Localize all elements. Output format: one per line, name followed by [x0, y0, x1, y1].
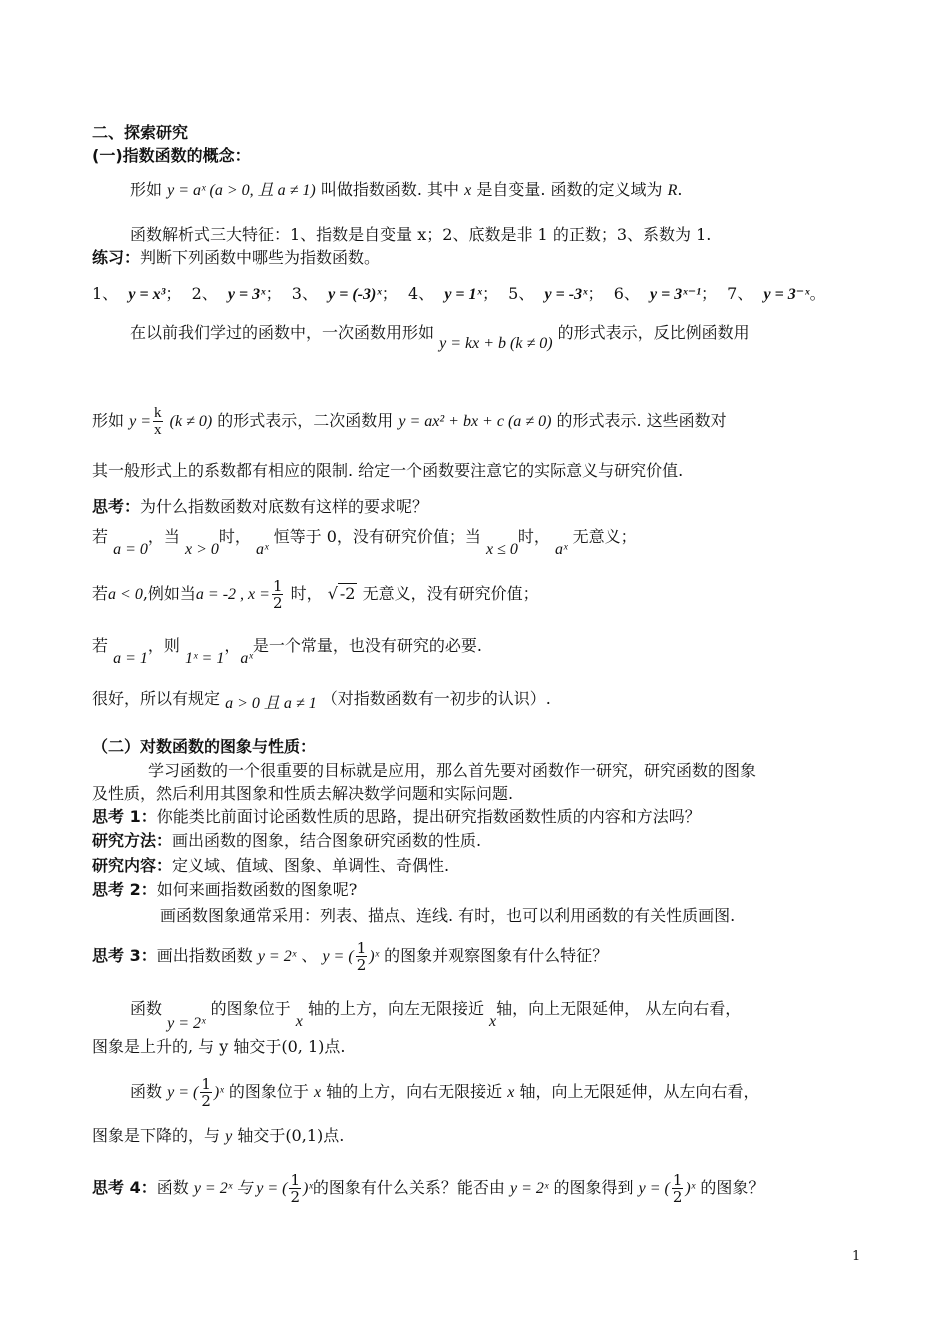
formula: )ˣ: [213, 1084, 224, 1101]
text: 轴交于(0,1)点.: [237, 1126, 345, 1145]
text: 为什么指数函数对底数有这样的要求呢？: [140, 497, 429, 516]
text: 的图象得到: [553, 1178, 634, 1197]
formula: y = (: [322, 948, 354, 965]
text: 很好，所以有规定: [92, 689, 221, 708]
formula: x: [295, 1013, 303, 1030]
text: 函数: [130, 999, 163, 1018]
formula: x: [489, 1013, 497, 1030]
text: 时，: [218, 527, 251, 546]
formula: aˣ: [555, 541, 568, 558]
formula: x: [507, 1084, 515, 1101]
text: 的图象并观察图象有什么特征？: [384, 946, 609, 965]
denominator: 2: [201, 1092, 211, 1110]
conclusion-line: [92, 688, 551, 711]
exercise-list: [92, 283, 826, 306]
formula: a > 0 且 a ≠ 1: [225, 695, 317, 712]
think-line: [92, 496, 428, 518]
paragraph-line: [92, 405, 727, 438]
paragraph-line: 图象是上升的, 与 y 轴交于(0, 1)点.: [92, 1037, 346, 1056]
item-number: 1、: [92, 284, 119, 303]
formula: y = (: [638, 1180, 670, 1197]
think-line: [92, 1172, 764, 1205]
think-line: [92, 806, 701, 828]
text: 的图象？: [700, 1178, 765, 1197]
label: 思考：: [92, 497, 141, 516]
item-number: 7、: [727, 284, 754, 303]
exercise-item: [408, 284, 498, 303]
case-line: [92, 630, 482, 667]
formula: y = 1ˣ: [444, 286, 482, 303]
formula: y = (-3)ˣ: [328, 286, 382, 303]
item-number: 2、: [191, 284, 218, 303]
item-number: 4、: [407, 284, 435, 303]
text: 轴的上方，向左无限接近: [307, 999, 484, 1018]
formula: aˣ: [240, 650, 253, 667]
formula: a < 0: [108, 586, 143, 603]
text: 。: [809, 284, 826, 303]
text: 画出函数的图象，结合图象研究函数的性质.: [172, 831, 482, 850]
formula: y = 2ˣ: [257, 948, 297, 965]
formula: y = (: [167, 1084, 199, 1101]
formula: y = 2ˣ: [167, 1015, 206, 1032]
case-line: [92, 578, 539, 611]
paragraph-line: [130, 322, 750, 352]
text: 、: [301, 946, 318, 965]
formula: y = x³: [128, 286, 166, 303]
label: 练习：: [92, 248, 141, 267]
text: ，则: [147, 636, 180, 655]
section-heading: 二、探索研究: [92, 123, 189, 142]
paragraph-line: [130, 993, 742, 1032]
text: 形如: [92, 411, 125, 430]
text: 形如: [130, 180, 163, 199]
numerator: 1: [356, 939, 367, 957]
fraction: [272, 578, 284, 611]
text: ，: [224, 636, 241, 655]
formula: y = -3ˣ: [544, 286, 588, 303]
text: 时，: [517, 527, 550, 546]
text: 若: [92, 636, 109, 655]
exercise-item: [614, 284, 717, 303]
text: 你能类比前面讨论函数性质的思路，提出研究指数函数性质的内容和方法吗？: [156, 807, 701, 826]
paragraph-line: 画函数图象通常采用：列表、描点、连线. 有时，也可以利用函数的有关性质画图.: [160, 906, 736, 925]
paragraph-line: 及性质，然后利用其图象和性质去解决数学问题和实际问题.: [92, 784, 514, 803]
text: 函数: [130, 1082, 163, 1101]
label: 思考 3：: [92, 946, 157, 965]
text: 的形式表示，反比例函数用: [557, 323, 750, 342]
exercise-item: [192, 284, 282, 303]
denominator: 2: [672, 1188, 683, 1206]
paragraph-line: [130, 1076, 759, 1109]
formula: 1ˣ = 1: [185, 650, 225, 667]
formula: )ˣ: [685, 1180, 696, 1197]
text: 无意义，没有研究价值；: [362, 584, 539, 603]
text: ；: [265, 284, 282, 303]
text: ；: [587, 284, 604, 303]
text: 轴，向上无限延伸， 从左向右看，: [496, 999, 742, 1018]
formula: a = -2 , x =: [195, 586, 270, 603]
text: 的图象位于: [228, 1082, 309, 1101]
formula: y = 3⁻ˣ: [763, 286, 810, 303]
item-number: 6、: [613, 284, 640, 303]
exercise-item: [292, 284, 398, 303]
denominator: 2: [356, 956, 367, 974]
numerator: 1: [672, 1171, 683, 1189]
text: 在以前我们学过的函数中，一次函数用形如: [130, 323, 435, 342]
exercise-item: [92, 284, 181, 303]
text: 是自变量. 函数的定义域为: [476, 180, 663, 199]
features-line: 函数解析式三大特征：1、指数是自变量 x；2、底数是非 1 的正数；3、系数为 1.: [130, 225, 712, 244]
fraction: [356, 940, 368, 973]
formula: y = 3ˣ: [227, 286, 266, 303]
text: 轴，向上无限延伸，从左向右看，: [519, 1082, 760, 1101]
think-line: [92, 879, 357, 901]
text: 如何来画指数函数的图象呢?: [156, 880, 358, 899]
text: （对指数函数有一初步的认识）.: [321, 689, 551, 708]
text: 图象是下降的，与: [92, 1126, 221, 1145]
formula: x: [313, 1084, 322, 1101]
text: ，当: [147, 527, 180, 546]
denominator: 2: [290, 1188, 301, 1206]
denominator: 2: [272, 594, 283, 612]
paragraph-line: [92, 1125, 344, 1148]
text: 的图象位于: [210, 999, 291, 1018]
paragraph-line: 学习函数的一个很重要的目标就是应用，那么首先要对函数作一研究，研究函数的图象: [148, 761, 757, 780]
page-number: 1: [852, 1249, 861, 1264]
formula: y = aˣ (a > 0, 且 a ≠ 1): [167, 182, 316, 199]
label: 思考 4：: [92, 1178, 157, 1197]
formula: y = 3ˣ⁻¹: [650, 286, 701, 303]
sqrt: √ -2: [327, 584, 356, 603]
subsection-heading: （二）对数函数的图象与性质：: [92, 737, 317, 756]
formula: x ≤ 0: [486, 541, 518, 558]
text: .: [677, 180, 683, 199]
fraction: [672, 1172, 684, 1205]
item-number: 5、: [508, 284, 535, 303]
text: ,例如当: [142, 584, 196, 603]
radicand: -2: [339, 584, 356, 603]
fraction: [153, 405, 163, 438]
definition-line: [130, 179, 683, 202]
formula: y = 2ˣ 与 y = (: [193, 1180, 288, 1197]
formula: y: [225, 1128, 233, 1145]
method-line: [92, 830, 481, 852]
exercise-item: [727, 284, 825, 303]
formula: a = 1: [113, 650, 148, 667]
formula: y =: [129, 413, 152, 430]
label: 思考 1：: [92, 807, 157, 826]
formula: a = 0: [113, 541, 148, 558]
item-number: 3、: [291, 284, 318, 303]
text: 函数: [156, 1178, 189, 1197]
fraction: [289, 1172, 301, 1205]
text: 的图象有什么关系？能否由: [312, 1178, 505, 1197]
text: ；: [381, 284, 398, 303]
formula: x: [464, 182, 472, 199]
paragraph-line: 其一般形式上的系数都有相应的限制. 给定一个函数要注意它的实际意义与研究价值.: [92, 461, 684, 480]
text: 的形式表示. 这些函数对: [556, 411, 727, 430]
numerator: 1: [272, 577, 283, 595]
text: 若: [92, 584, 109, 603]
text: 判断下列函数中哪些为指数函数。: [140, 248, 381, 267]
text: ；: [165, 284, 182, 303]
numerator: 1: [201, 1075, 211, 1093]
exercise-line: [92, 247, 380, 269]
formula: )ˣ: [369, 948, 380, 965]
label: 思考 2：: [92, 880, 157, 899]
text: 无意义；: [572, 527, 637, 546]
formula: y = kx + b (k ≠ 0): [439, 335, 553, 352]
label: 研究内容：: [92, 856, 173, 875]
case-line: [92, 520, 637, 558]
text: ；: [481, 284, 498, 303]
text: 若: [92, 527, 109, 546]
text: 定义域、值域、图象、单调性、奇偶性.: [172, 856, 450, 875]
denominator: x: [154, 422, 162, 438]
content-line: [92, 855, 449, 877]
formula: x > 0: [185, 541, 219, 558]
text: 恒等于 0，没有研究价值；当: [273, 527, 481, 546]
text: ；: [700, 284, 717, 303]
label: 研究方法：: [92, 831, 173, 850]
subsection-heading: (一)指数函数的概念：: [92, 146, 251, 165]
formula: y = ax² + bx + c (a ≠ 0): [398, 413, 552, 430]
exercise-item: [508, 284, 603, 303]
formula: aˣ: [256, 541, 269, 558]
text: 的形式表示，二次函数用: [217, 411, 394, 430]
text: 时，: [290, 584, 323, 603]
formula: )ˣ: [303, 1180, 313, 1197]
formula: (k ≠ 0): [169, 413, 213, 430]
formula: y = 2ˣ: [509, 1180, 549, 1197]
fraction: [200, 1076, 212, 1109]
text: 画出指数函数: [156, 946, 253, 965]
text: 轴的上方，向右无限接近: [326, 1082, 503, 1101]
numerator: k: [154, 405, 162, 421]
numerator: 1: [290, 1171, 301, 1189]
formula: R: [667, 182, 678, 199]
text: 叫做指数函数. 其中: [320, 180, 460, 199]
think-line: [92, 940, 608, 973]
text: 是一个常量，也没有研究的必要.: [252, 636, 482, 655]
